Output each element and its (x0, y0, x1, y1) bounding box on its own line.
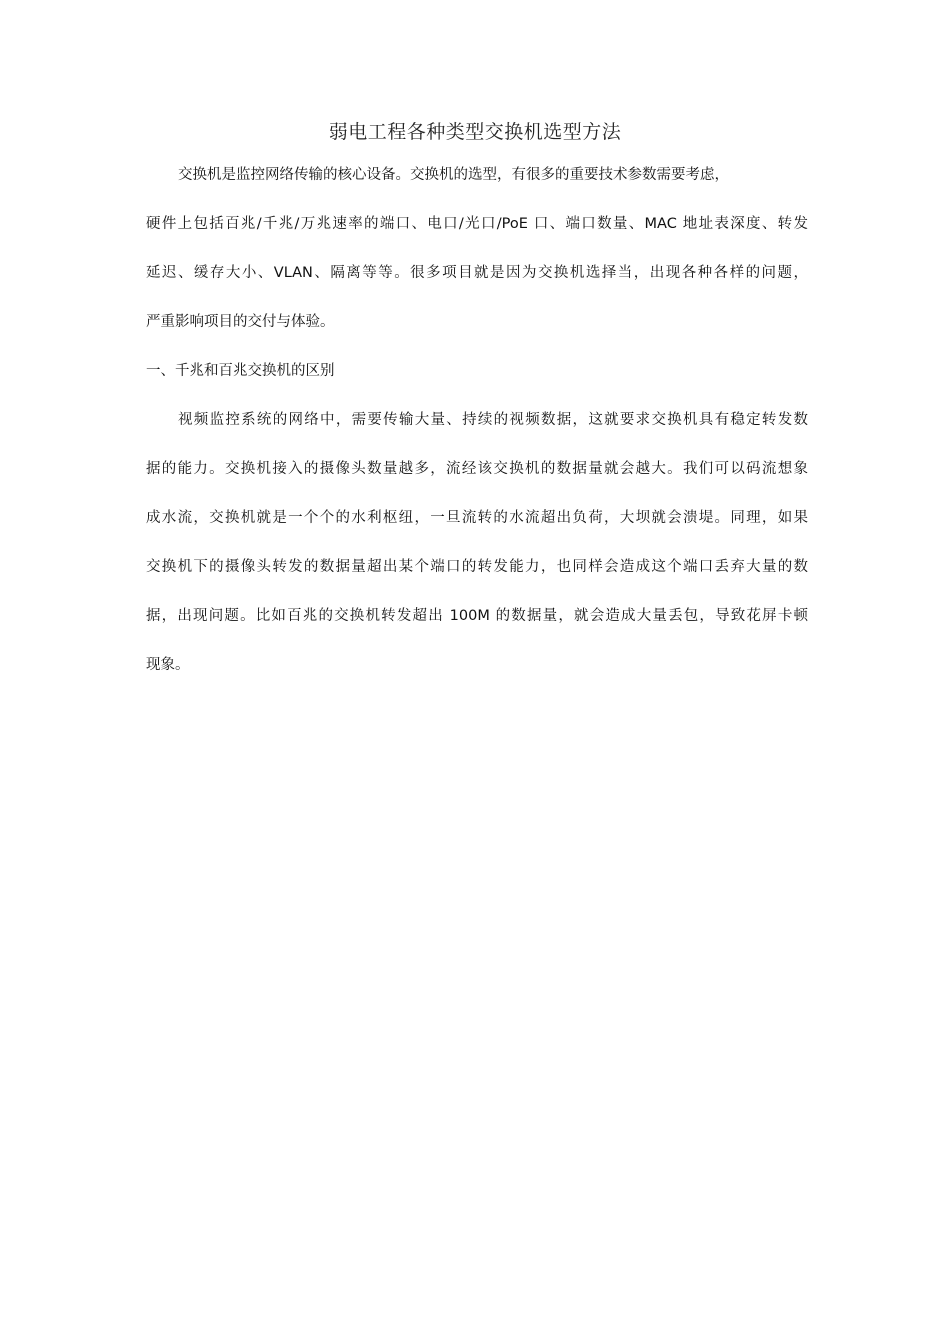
document-title: 弱电工程各种类型交换机选型方法 (328, 121, 622, 143)
paragraph-line: 硬件上包括百兆/千兆/万兆速率的端口、电口/光口/PoE 口、端口数量、MAC 地址表深度、转发 (146, 216, 808, 232)
paragraph-line: 延迟、缓存大小、VLAN、隔离等等。很多项目就是因为交换机选择当，出现各种各样的问题， (146, 265, 808, 281)
paragraph-line: 视频监控系统的网络中，需要传输大量、持续的视频数据，这就要求交换机具有稳定转发数 (178, 412, 808, 428)
paragraph-line: 严重影响项目的交付与体验。 (146, 314, 335, 330)
paragraph-line: 成水流，交换机就是一个个的水利枢纽，一旦流转的水流超出负荷，大坝就会溃堤。同理，如果 (146, 510, 808, 526)
paragraph-gigabit-vs-fast (146, 405, 808, 699)
paragraph-line: 交换机下的摄像头转发的数据量超出某个端口的转发能力，也同样会造成这个端口丢弃大量的数 (146, 559, 808, 575)
paragraph-line: 交换机是监控网络传输的核心设备。交换机的选型，有很多的重要技术参数需要考虑， (178, 167, 729, 183)
paragraph-line: 据的能力。交换机接入的摄像头数量越多，流经该交换机的数据量就会越大。我们可以码流想象 (146, 461, 808, 477)
paragraph-intro (146, 160, 808, 356)
paragraph-line: 据，出现问题。比如百兆的交换机转发超出 100M 的数据量，就会造成大量丢包，导致花屏卡顿 (146, 608, 808, 624)
section-heading: 一、千兆和百兆交换机的区别 (146, 363, 335, 379)
paragraph-line: 现象。 (146, 657, 190, 673)
